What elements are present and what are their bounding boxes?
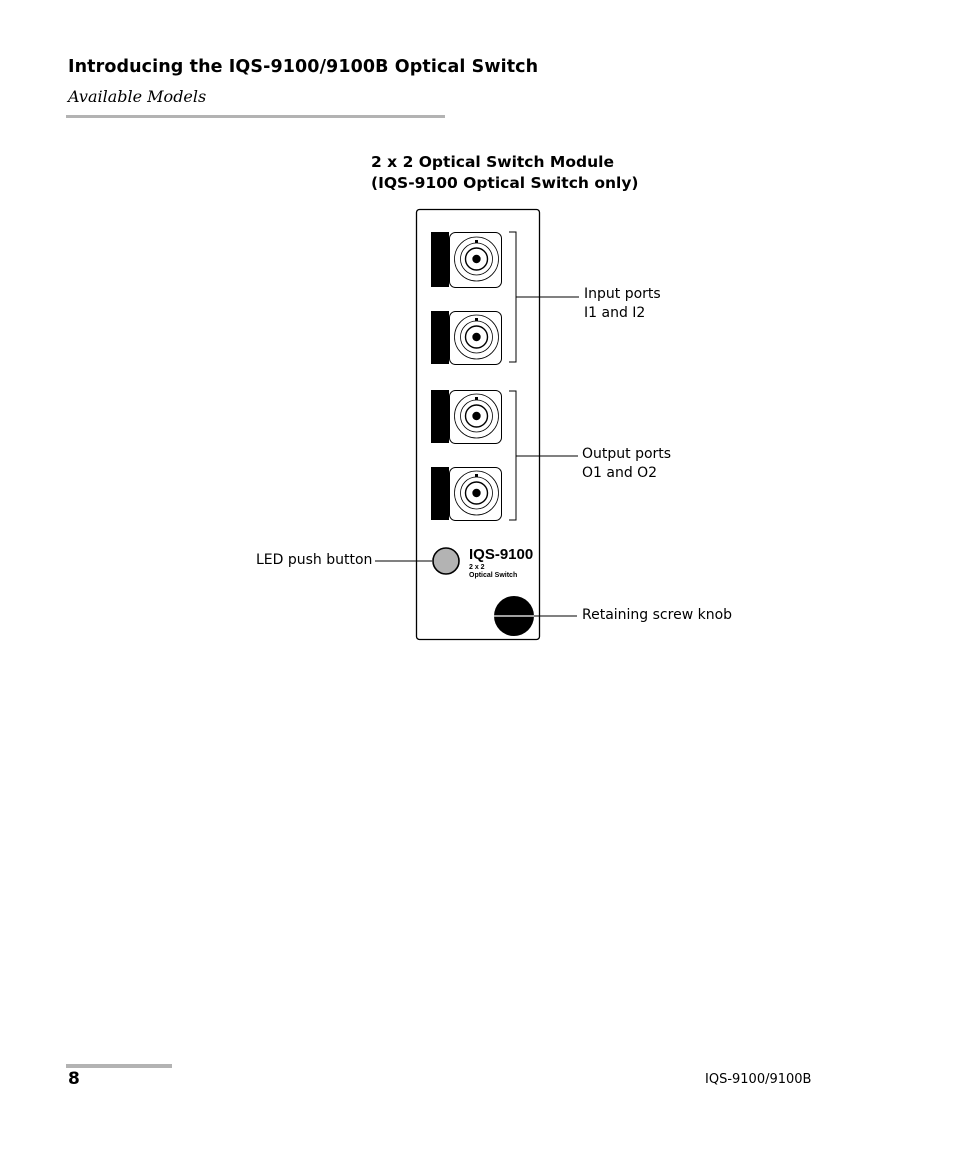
input-ports-callout — [584, 285, 661, 323]
input-ports-callout-line1: Input ports — [584, 286, 661, 302]
output-ports-callout-line2: O1 and O2 — [582, 465, 658, 481]
input-port-i1 — [431, 232, 502, 288]
footer-product-name: IQS-9100/9100B — [705, 1072, 812, 1087]
footer-divider — [66, 1064, 172, 1068]
led-button-callout: LED push button — [256, 552, 373, 568]
figure-title-line2: (IQS-9100 Optical Switch only) — [371, 174, 639, 192]
output-ports-callout — [582, 445, 671, 483]
port-tab — [431, 232, 449, 287]
retaining-knob-callout: Retaining screw knob — [582, 607, 733, 623]
led-push-button — [433, 548, 459, 574]
page-header-title: Introducing the IQS-9100/9100B Optical Switch — [68, 57, 539, 77]
module-type-label: Optical Switch — [469, 572, 518, 579]
figure-title-line1: 2 x 2 Optical Switch Module — [371, 153, 614, 171]
output-port-o2 — [431, 467, 502, 521]
output-ports-callout-line1: Output ports — [582, 446, 672, 462]
port-tab — [431, 467, 449, 520]
port-tab — [431, 311, 449, 364]
port-tab — [431, 390, 449, 443]
module-config-label: 2 x 2 — [469, 564, 485, 571]
input-port-i2 — [431, 311, 502, 365]
page-header-subtitle: Available Models — [68, 87, 207, 106]
module-model-label: IQS-9100 — [469, 546, 534, 563]
output-port-o1 — [431, 390, 502, 444]
page-number: 8 — [68, 1069, 80, 1089]
input-ports-callout-line2: I1 and I2 — [584, 305, 646, 321]
